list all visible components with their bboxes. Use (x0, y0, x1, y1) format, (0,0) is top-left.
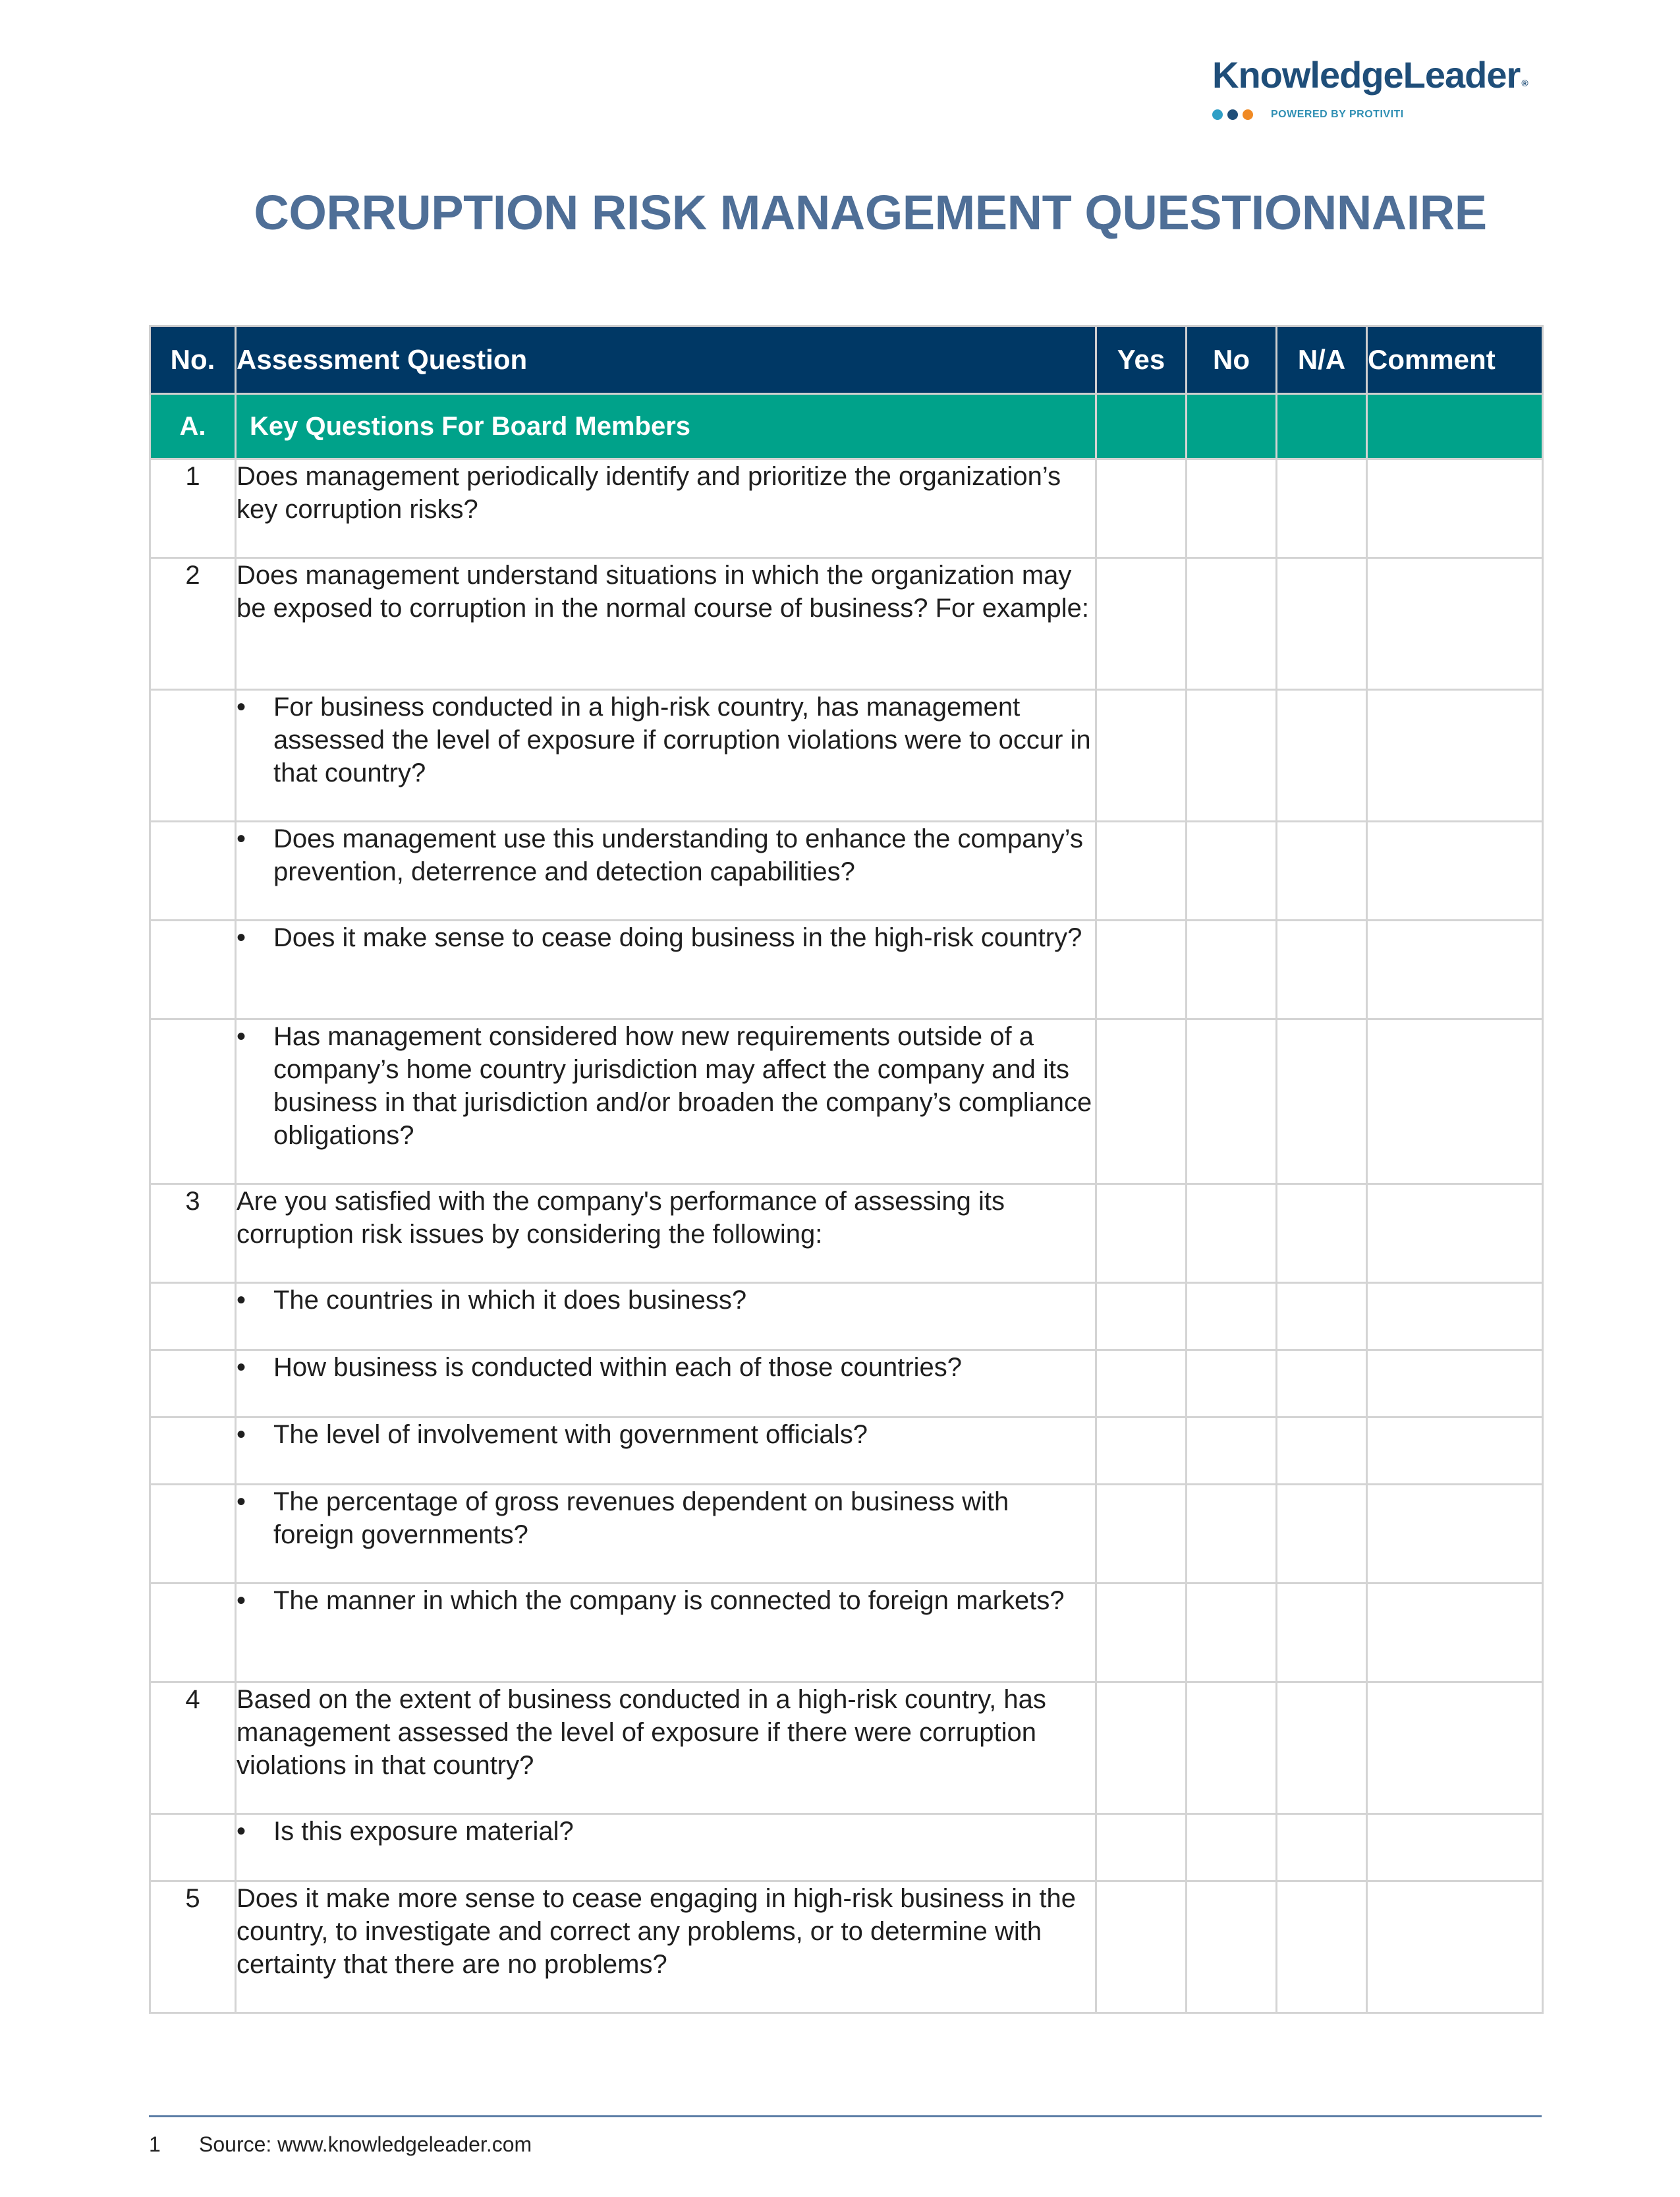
question-cell (236, 1417, 1096, 1485)
section-yes-cell (1096, 394, 1187, 459)
question-cell (236, 558, 1096, 690)
na-cell[interactable] (1277, 459, 1367, 558)
section-number: A. (150, 394, 236, 459)
question-text: Does management understand situations in which the organization may be exposed to corruption in the normal course of business? For example: (237, 561, 1090, 623)
row-number (150, 1283, 236, 1350)
comment-cell[interactable] (1367, 1350, 1543, 1417)
question-cell (236, 690, 1096, 822)
row-number (150, 1584, 236, 1682)
table-row (150, 921, 1543, 1019)
yes-cell[interactable] (1096, 1814, 1187, 1881)
row-number (150, 1814, 236, 1881)
comment-cell[interactable] (1367, 921, 1543, 1019)
yes-cell[interactable] (1096, 459, 1187, 558)
header-na: N/A (1277, 326, 1367, 394)
question-cell (236, 459, 1096, 558)
no-cell[interactable] (1187, 1682, 1277, 1814)
comment-cell[interactable] (1367, 1417, 1543, 1485)
bullet-question-text: • Is this exposure material? (237, 1815, 1095, 1848)
row-number (150, 690, 236, 822)
table-row (150, 1350, 1543, 1417)
yes-cell[interactable] (1096, 1881, 1187, 2013)
bullet-question-text: • The countries in which it does business? (237, 1284, 1095, 1317)
header-yes: Yes (1096, 326, 1187, 394)
row-number (150, 822, 236, 921)
no-cell[interactable] (1187, 1019, 1277, 1184)
question-cell (236, 822, 1096, 921)
footer-divider (149, 2115, 1542, 2117)
table-row (150, 1584, 1543, 1682)
na-cell[interactable] (1277, 1881, 1367, 2013)
na-cell[interactable] (1277, 1417, 1367, 1485)
question-cell (236, 1485, 1096, 1584)
comment-cell[interactable] (1367, 1682, 1543, 1814)
yes-cell[interactable] (1096, 1417, 1187, 1485)
no-cell[interactable] (1187, 1184, 1277, 1283)
no-cell[interactable] (1187, 1283, 1277, 1350)
section-na-cell (1277, 394, 1367, 459)
table-row (150, 1814, 1543, 1881)
comment-cell[interactable] (1367, 1584, 1543, 1682)
bullet-question-text: • The level of involvement with government officials? (237, 1418, 1095, 1451)
na-cell[interactable] (1277, 1350, 1367, 1417)
yes-cell[interactable] (1096, 1485, 1187, 1584)
table-row (150, 1682, 1543, 1814)
yes-cell[interactable] (1096, 558, 1187, 690)
question-text: Based on the extent of business conducted in a high-risk country, has management assessed the level of exposure if there were corruption violations in that country? (237, 1685, 1046, 1780)
row-number (150, 921, 236, 1019)
header-assessment-question: Assessment Question (236, 326, 1096, 394)
no-cell[interactable] (1187, 459, 1277, 558)
header-comment: Comment (1367, 326, 1543, 394)
question-cell (236, 1283, 1096, 1350)
yes-cell[interactable] (1096, 822, 1187, 921)
table-row (150, 822, 1543, 921)
bullet-question-text: • The manner in which the company is connected to foreign markets? (237, 1584, 1095, 1617)
question-cell (236, 1584, 1096, 1682)
na-cell[interactable] (1277, 1814, 1367, 1881)
comment-cell[interactable] (1367, 1184, 1543, 1283)
question-cell (236, 1814, 1096, 1881)
table-row (150, 690, 1543, 822)
section-title: Key Questions For Board Members (236, 394, 1096, 459)
na-cell[interactable] (1277, 1584, 1367, 1682)
no-cell[interactable] (1187, 1350, 1277, 1417)
comment-cell[interactable] (1367, 822, 1543, 921)
bullet-question-text: • For business conducted in a high-risk country, has management assessed the level of exposure if corruption violations were to occur in that country? (237, 691, 1095, 789)
comment-cell[interactable] (1367, 1881, 1543, 2013)
row-number: 1 (150, 459, 236, 558)
yes-cell[interactable] (1096, 1350, 1187, 1417)
row-number: 4 (150, 1682, 236, 1814)
logo-dot-icon (1212, 109, 1223, 120)
table-row (150, 1485, 1543, 1584)
row-number: 2 (150, 558, 236, 690)
row-number (150, 1417, 236, 1485)
source-text: Source: www.knowledgeleader.com (199, 2132, 532, 2156)
yes-cell[interactable] (1096, 1682, 1187, 1814)
logo-wordmark: KnowledgeLeader (1212, 54, 1521, 96)
logo-dot-icon (1227, 109, 1238, 120)
comment-cell[interactable] (1367, 1019, 1543, 1184)
table-header-row (150, 326, 1543, 394)
question-cell (236, 921, 1096, 1019)
logo-dot-icon (1243, 109, 1253, 120)
section-row (150, 394, 1543, 459)
no-cell[interactable] (1187, 1814, 1277, 1881)
row-number: 5 (150, 1881, 236, 2013)
na-cell[interactable] (1277, 1485, 1367, 1584)
row-number (150, 1350, 236, 1417)
table-row (150, 1184, 1543, 1283)
yes-cell[interactable] (1096, 921, 1187, 1019)
table-row (150, 459, 1543, 558)
no-cell[interactable] (1187, 1881, 1277, 2013)
question-cell (236, 1682, 1096, 1814)
table-row (150, 1881, 1543, 2013)
document-title: CORRUPTION RISK MANAGEMENT QUESTIONNAIRE (254, 185, 1487, 240)
comment-cell[interactable] (1367, 558, 1543, 690)
yes-cell[interactable] (1096, 1184, 1187, 1283)
logo-subline (1212, 107, 1404, 123)
section-no-cell (1187, 394, 1277, 459)
questionnaire-table (149, 325, 1544, 2014)
no-cell[interactable] (1187, 558, 1277, 690)
yes-cell[interactable] (1096, 1019, 1187, 1184)
bullet-question-text: • Does management use this understanding to enhance the company’s prevention, deterrence and detection capabilities? (237, 822, 1095, 888)
na-cell[interactable] (1277, 822, 1367, 921)
bullet-question-text: • Does it make sense to cease doing business in the high-risk country? (237, 921, 1095, 954)
no-cell[interactable] (1187, 921, 1277, 1019)
bullet-question-text: • How business is conducted within each of those countries? (237, 1351, 1095, 1384)
table-row (150, 1417, 1543, 1485)
table-row (150, 1283, 1543, 1350)
comment-cell[interactable] (1367, 1283, 1543, 1350)
no-cell[interactable] (1187, 1584, 1277, 1682)
comment-cell[interactable] (1367, 1814, 1543, 1881)
question-cell (236, 1184, 1096, 1283)
header-no: No. (150, 326, 236, 394)
yes-cell[interactable] (1096, 1584, 1187, 1682)
logo-tagline: POWERED BY PROTIVITI (1271, 109, 1404, 120)
na-cell[interactable] (1277, 558, 1367, 690)
question-cell (236, 1881, 1096, 2013)
comment-cell[interactable] (1367, 690, 1543, 822)
comment-cell[interactable] (1367, 459, 1543, 558)
no-cell[interactable] (1187, 690, 1277, 822)
question-text: Does it make more sense to cease engaging in high-risk business in the country, to investigate and correct any problems, or to determine with certainty that there are no problems? (237, 1884, 1077, 1979)
comment-cell[interactable] (1367, 1485, 1543, 1584)
question-cell (236, 1350, 1096, 1417)
row-number (150, 1019, 236, 1184)
na-cell[interactable] (1277, 1019, 1367, 1184)
no-cell[interactable] (1187, 1417, 1277, 1485)
na-cell[interactable] (1277, 690, 1367, 822)
na-cell[interactable] (1277, 1184, 1367, 1283)
na-cell[interactable] (1277, 921, 1367, 1019)
row-number (150, 1485, 236, 1584)
yes-cell[interactable] (1096, 1283, 1187, 1350)
question-cell (236, 1019, 1096, 1184)
page-number: 1 (149, 2132, 161, 2156)
bullet-question-text: • The percentage of gross revenues dependent on business with foreign governments? (237, 1485, 1095, 1551)
section-comment-cell (1367, 394, 1543, 459)
header-no-answer: No (1187, 326, 1277, 394)
bullet-question-text: • Has management considered how new requirements outside of a company’s home country jurisdiction may affect the company and its business in that jurisdiction and/or broaden the company’s compliance obligations? (237, 1020, 1095, 1152)
no-cell[interactable] (1187, 822, 1277, 921)
no-cell[interactable] (1187, 1485, 1277, 1584)
logo-trademark: ® (1521, 78, 1528, 88)
question-text: Are you satisfied with the company's performance of assessing its corruption risk issues by considering the following: (237, 1187, 1005, 1249)
table-row (150, 558, 1543, 690)
question-text: Does management periodically identify and prioritize the organization’s key corruption risks? (237, 462, 1061, 524)
na-cell[interactable] (1277, 1682, 1367, 1814)
row-number: 3 (150, 1184, 236, 1283)
table-row (150, 1019, 1543, 1184)
na-cell[interactable] (1277, 1283, 1367, 1350)
yes-cell[interactable] (1096, 690, 1187, 822)
knowledgeleader-logo (1212, 54, 1542, 127)
